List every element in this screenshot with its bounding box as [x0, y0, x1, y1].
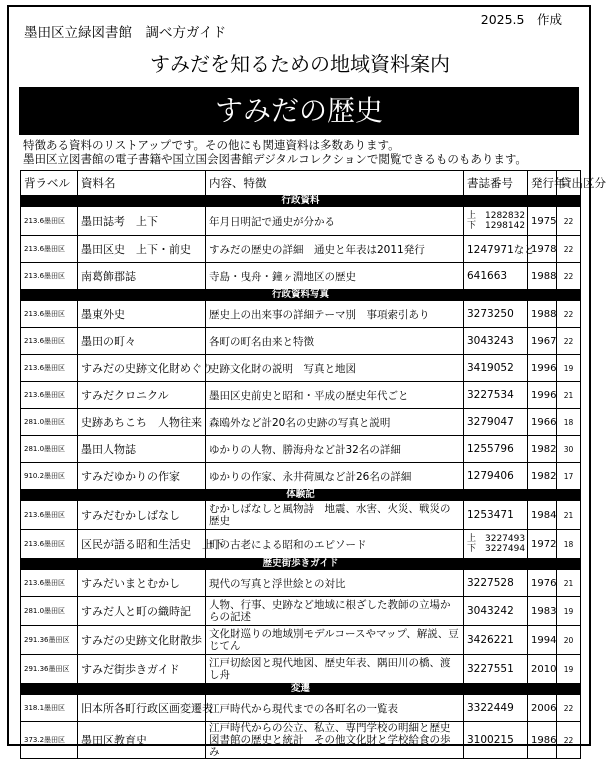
- table-row: [21, 597, 581, 626]
- title-cell: 南葛飾郡誌: [78, 263, 206, 290]
- record-number: [464, 207, 528, 236]
- record-number-line: 上 3227493: [467, 534, 526, 544]
- title-cell: 墨田の町々: [78, 328, 206, 355]
- record-number: [464, 655, 528, 684]
- description-cell: 史跡文化財の説明 写真と地図: [206, 355, 464, 382]
- table-row: [21, 501, 581, 530]
- description-cell: 町の古老による昭和のエピソード: [206, 530, 464, 559]
- call-number: 213.6墨田区: [21, 236, 78, 263]
- description-text: 人物、行事、史跡など地域に根ざした教師の立場からの記述: [209, 599, 451, 623]
- table-row: [21, 301, 581, 328]
- description-cell: [206, 597, 464, 626]
- record-number: [464, 597, 528, 626]
- call-number: 281.0墨田区: [21, 597, 78, 626]
- title-cell: すみだ街歩きガイド: [78, 655, 206, 684]
- call-number: 281.0墨田区: [21, 436, 78, 463]
- record-number-line: 3043243: [467, 335, 514, 347]
- title-cell: 墨田誌考 上下: [78, 207, 206, 236]
- title-cell: 旧本所各町行政区画変遷表: [78, 695, 206, 722]
- table-row: [21, 207, 581, 236]
- record-number: [464, 722, 528, 759]
- record-number: [464, 236, 535, 263]
- lending-class: 19: [557, 655, 581, 684]
- lending-class: 22: [557, 722, 581, 759]
- record-number-line: 641663: [467, 270, 508, 282]
- lending-class: 22: [557, 236, 581, 263]
- call-number: 910.2墨田区: [21, 463, 78, 490]
- publication-year: 1978: [528, 236, 557, 263]
- table-row: [21, 236, 581, 263]
- call-number: 213.6墨田区: [21, 382, 78, 409]
- description-cell: 各町の町名由来と特徴: [206, 328, 464, 355]
- publication-year: 1984: [528, 501, 557, 530]
- call-number: 213.6墨田区: [21, 328, 78, 355]
- description-cell: すみだの歴史の詳細 通史と年表は2011発行: [206, 236, 464, 263]
- table-row: [21, 530, 581, 559]
- call-number: 213.6墨田区: [21, 530, 78, 559]
- call-number: 213.6墨田区: [21, 301, 78, 328]
- title-cell: すみだむかしばなし: [78, 501, 206, 530]
- description-cell: ゆかりの人物、勝海舟など計32名の詳細: [206, 436, 464, 463]
- publication-year: 1976: [528, 570, 557, 597]
- section-title: 変遷: [21, 684, 581, 695]
- record-number: [464, 436, 528, 463]
- record-number-line: 3279047: [467, 416, 514, 428]
- description-cell: 墨田区史前史と昭和・平成の歴史年代ごと: [206, 382, 464, 409]
- table-header-row: [21, 171, 581, 196]
- intro-line-1: 特徴ある資料のリストアップです。その他にも関連資料は多数あります。: [23, 138, 400, 152]
- lending-class: 18: [557, 409, 581, 436]
- description-text: むかしばなしと風物詩 地震、水害、火災、戦災の歴史: [209, 503, 451, 527]
- publication-year: 1986: [528, 722, 557, 759]
- section-title: 行政資料: [21, 196, 581, 207]
- section-header: [21, 290, 581, 301]
- call-number: 213.6墨田区: [21, 263, 78, 290]
- publication-year: 1967: [528, 328, 557, 355]
- description-cell: 森鴎外など計20名の史跡の写真と説明: [206, 409, 464, 436]
- library-name: 墨田区立緑図書館 調べ方ガイド: [24, 25, 227, 41]
- publication-year: 1988: [528, 263, 557, 290]
- call-number: 213.6墨田区: [21, 207, 78, 236]
- description-cell: 現代の写真と浮世絵との対比: [206, 570, 464, 597]
- lending-class: 22: [557, 263, 581, 290]
- lending-class: 22: [557, 695, 581, 722]
- description-cell: 歴史上の出来事の詳細テーマ別 事項索引あり: [206, 301, 464, 328]
- section-title: 歴史街歩きガイド: [21, 559, 581, 570]
- table-row: [21, 722, 581, 759]
- record-number-line: 下 1298142: [467, 221, 526, 231]
- description-cell: [206, 501, 464, 530]
- record-number-line: 1247971など: [467, 243, 535, 256]
- description-text: 江戸切絵図と現代地図、歴史年表、隅田川の橋、渡し舟: [209, 657, 451, 681]
- title-cell: 史跡あちこち 人物往来: [78, 409, 206, 436]
- record-number-line: 3426221: [467, 634, 514, 646]
- column-header-desc: 内容、特徴: [206, 171, 464, 196]
- title-cell: 区民が語る昭和生活史 上下: [78, 530, 206, 559]
- title-cell: すみだいまとむかし: [78, 570, 206, 597]
- record-number: [464, 530, 528, 559]
- description-cell: [206, 655, 464, 684]
- record-number: [464, 695, 528, 722]
- record-number-line: 3322449: [467, 702, 514, 714]
- table-row: [21, 355, 581, 382]
- lending-class: 18: [557, 530, 581, 559]
- description-text: 文化財巡りの地域別モデルコースやマップ、解説、豆じてん: [209, 628, 459, 652]
- record-number-line: 1279406: [467, 470, 514, 482]
- title-cell: 墨田区史 上下・前史: [78, 236, 206, 263]
- page-subtitle: すみだを知るための地域資料案内: [150, 52, 450, 76]
- record-number: [464, 355, 528, 382]
- lending-class: 17: [557, 463, 581, 490]
- column-header-lend: 貸出区分: [557, 171, 581, 196]
- call-number: 213.6墨田区: [21, 501, 78, 530]
- column-header-name: 資料名: [78, 171, 206, 196]
- record-number-line: 3419052: [467, 362, 514, 374]
- call-number: 281.0墨田区: [21, 409, 78, 436]
- table-row: [21, 463, 581, 490]
- title-cell: すみだの史跡文化財散歩: [78, 626, 206, 655]
- description-cell: [206, 626, 464, 655]
- title-cell: 墨田人物誌: [78, 436, 206, 463]
- table-row: [21, 436, 581, 463]
- record-number: [464, 328, 528, 355]
- title-cell: すみだクロニクル: [78, 382, 206, 409]
- record-number: [464, 301, 528, 328]
- publication-year: 1983: [528, 597, 557, 626]
- record-number-line: 下 3227494: [467, 544, 526, 554]
- intro-text: [23, 139, 527, 166]
- record-number: [464, 409, 528, 436]
- title-cell: 墨田区教育史: [78, 722, 206, 759]
- lending-class: 21: [557, 382, 581, 409]
- call-number: 318.1墨田区: [21, 695, 78, 722]
- publication-year: 1972: [528, 530, 557, 559]
- record-number: [464, 263, 528, 290]
- record-number: [464, 626, 528, 655]
- call-number: 291.36墨田区: [21, 655, 78, 684]
- record-number-line: 上 1282832: [467, 211, 526, 221]
- publication-year: 2006: [528, 695, 557, 722]
- section-header: [21, 684, 581, 695]
- resource-table: [20, 170, 606, 759]
- record-number: [464, 382, 528, 409]
- title-cell: 墨東外史: [78, 301, 206, 328]
- record-number-line: 3227528: [467, 577, 514, 589]
- publication-year: 1988: [528, 301, 557, 328]
- lending-class: 22: [557, 207, 581, 236]
- lending-class: 21: [557, 501, 581, 530]
- record-number-line: 3273250: [467, 308, 514, 320]
- record-number: [464, 501, 528, 530]
- publication-year: 1982: [528, 463, 557, 490]
- publication-year: 1996: [528, 382, 557, 409]
- table-row: [21, 409, 581, 436]
- record-number: [464, 570, 528, 597]
- table-row: [21, 695, 581, 722]
- section-header: [21, 559, 581, 570]
- publication-year: 1994: [528, 626, 557, 655]
- publication-year: 1966: [528, 409, 557, 436]
- call-number: 291.36墨田区: [21, 626, 78, 655]
- description-cell: 年月日明記で通史が分かる: [206, 207, 464, 236]
- publication-year: 1996: [528, 355, 557, 382]
- description-text: 江戸時代からの公立、私立、専門学校の明細と歴史図書館の歴史と統計 その他文化財と学校給食の歩み: [209, 722, 451, 758]
- lending-class: 21: [557, 570, 581, 597]
- call-number: 373.2墨田区: [21, 722, 78, 759]
- column-header-year: 発行年: [528, 171, 557, 196]
- description-cell: 寺島・曳舟・鐘ヶ淵地区の歴史: [206, 263, 464, 290]
- section-header: [21, 196, 581, 207]
- title-cell: すみだ人と町の織時記: [78, 597, 206, 626]
- column-header-label: 背ラベル: [21, 171, 78, 196]
- table-row: [21, 570, 581, 597]
- page-title: すみだの歴史: [19, 87, 579, 135]
- lending-class: 20: [557, 626, 581, 655]
- publication-year: 1975: [528, 207, 557, 236]
- table-body: [21, 196, 581, 759]
- record-number-line: 3100215: [467, 734, 514, 746]
- column-header-isbn: 書誌番号: [464, 171, 528, 196]
- table-row: [21, 328, 581, 355]
- created-date: 2025.5 作成: [480, 12, 562, 27]
- lending-class: 19: [557, 355, 581, 382]
- description-cell: ゆかりの作家、永井荷風など計26名の詳細: [206, 463, 464, 490]
- call-number: 213.6墨田区: [21, 355, 78, 382]
- record-number-line: 3043242: [467, 605, 514, 617]
- record-number: [464, 463, 528, 490]
- description-cell: [206, 722, 464, 759]
- table-row: [21, 263, 581, 290]
- title-cell: すみだゆかりの作家: [78, 463, 206, 490]
- lending-class: 22: [557, 328, 581, 355]
- lending-class: 19: [557, 597, 581, 626]
- record-number-line: 1255796: [467, 443, 514, 455]
- publication-year: 2010: [528, 655, 557, 684]
- section-title: 体験記: [21, 490, 581, 501]
- section-header: [21, 490, 581, 501]
- title-cell: すみだの史跡文化財めぐり: [78, 355, 206, 382]
- call-number: 213.6墨田区: [21, 570, 78, 597]
- record-number-line: 3227551: [467, 663, 514, 675]
- description-cell: 江戸時代から現代までの各町名の一覧表: [206, 695, 464, 722]
- table-row: [21, 626, 581, 655]
- lending-class: 22: [557, 301, 581, 328]
- record-number-line: 1253471: [467, 509, 514, 521]
- intro-line-2: 墨田区立図書館の電子書籍や国立国会図書館デジタルコレクションで閲覧できるものもあります。: [23, 151, 527, 166]
- lending-class: 30: [557, 436, 581, 463]
- record-number-line: 3227534: [467, 389, 514, 401]
- publication-year: 1982: [528, 436, 557, 463]
- table-row: [21, 655, 581, 684]
- table-row: [21, 382, 581, 409]
- section-title: 行政資料写真: [21, 290, 581, 301]
